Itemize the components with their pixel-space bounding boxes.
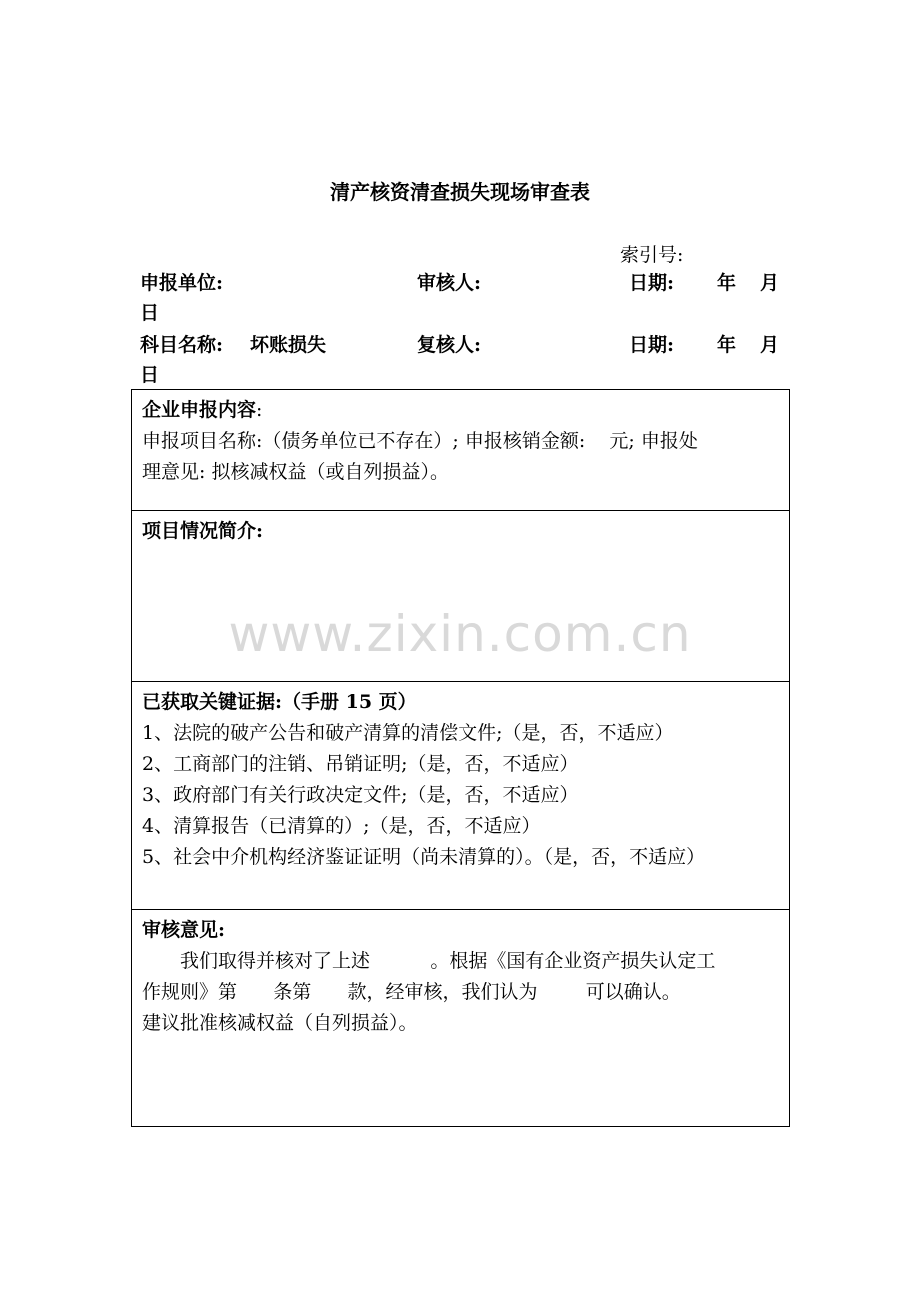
evidence-item: 4、清算报告（已清算的）;（是，否，不适应） bbox=[142, 815, 541, 837]
review-opinion-title: 审核意见: bbox=[142, 919, 226, 941]
review-opinion-line-1: 我们取得并核对了上述 。根据《国有企业资产损失认定工 bbox=[180, 950, 716, 972]
evidence-item: 1、法院的破产公告和破产清算的清偿文件;（是，否，不适应） bbox=[142, 722, 674, 744]
index-number-label: 索引号: bbox=[620, 244, 684, 266]
section-key-evidence bbox=[132, 682, 790, 910]
evidence-item: 3、政府部门有关行政决定文件;（是，否，不适应） bbox=[142, 784, 579, 806]
declaration-line-2: 理意见: 拟核减权益（或自列损益）。 bbox=[142, 461, 449, 483]
rechecker-label: 复核人: bbox=[417, 334, 482, 356]
declaration-title bbox=[142, 395, 781, 426]
recheck-date-year: 年 bbox=[717, 334, 737, 356]
review-date-day: 日 bbox=[140, 302, 160, 324]
declaration-line-1: 申报项目名称:（债务单位已不存在）; 申报核销金额: 元; 申报处 bbox=[142, 430, 698, 452]
project-overview-title: 项目情况简介: bbox=[142, 520, 264, 542]
evidence-item: 5、社会中介机构经济鉴证证明（尚未清算的）。（是，否，不适应） bbox=[142, 846, 706, 868]
recheck-date-day: 日 bbox=[140, 364, 160, 386]
section-review-opinion bbox=[132, 910, 790, 1127]
recheck-date-month: 月 bbox=[760, 334, 780, 356]
reviewer-label: 审核人: bbox=[417, 272, 482, 294]
review-opinion-line-3: 建议批准核减权益（自列损益）。 bbox=[142, 1012, 418, 1034]
recheck-date-label: 日期: bbox=[629, 334, 675, 356]
subject-name-value: 坏账损失 bbox=[250, 334, 327, 356]
review-opinion-cell bbox=[132, 910, 790, 1127]
declaration-cell bbox=[132, 390, 790, 511]
review-date-year: 年 bbox=[717, 272, 737, 294]
watermark: www.zixin.com.cn bbox=[228, 605, 692, 663]
review-opinion-line-2: 作规则》第 条第 款，经审核，我们认为 可以确认。 bbox=[142, 981, 681, 1003]
evidence-item: 2、工商部门的注销、吊销证明;（是，否，不适应） bbox=[142, 753, 579, 775]
key-evidence-title: 已获取关键证据:（手册 15 页） bbox=[142, 691, 417, 713]
review-date-label: 日期: bbox=[629, 272, 675, 294]
declaration-title-colon: : bbox=[256, 399, 263, 421]
form-title: 清产核资清查损失现场审查表 bbox=[330, 180, 590, 204]
section-declaration bbox=[132, 390, 790, 511]
subject-name-label: 科目名称: bbox=[140, 334, 224, 356]
review-date-month: 月 bbox=[760, 272, 780, 294]
review-form-table bbox=[131, 389, 790, 1127]
declaration-title-text: 企业申报内容 bbox=[142, 399, 257, 421]
key-evidence-cell bbox=[132, 682, 790, 910]
reporting-unit-label: 申报单位: bbox=[140, 272, 224, 294]
